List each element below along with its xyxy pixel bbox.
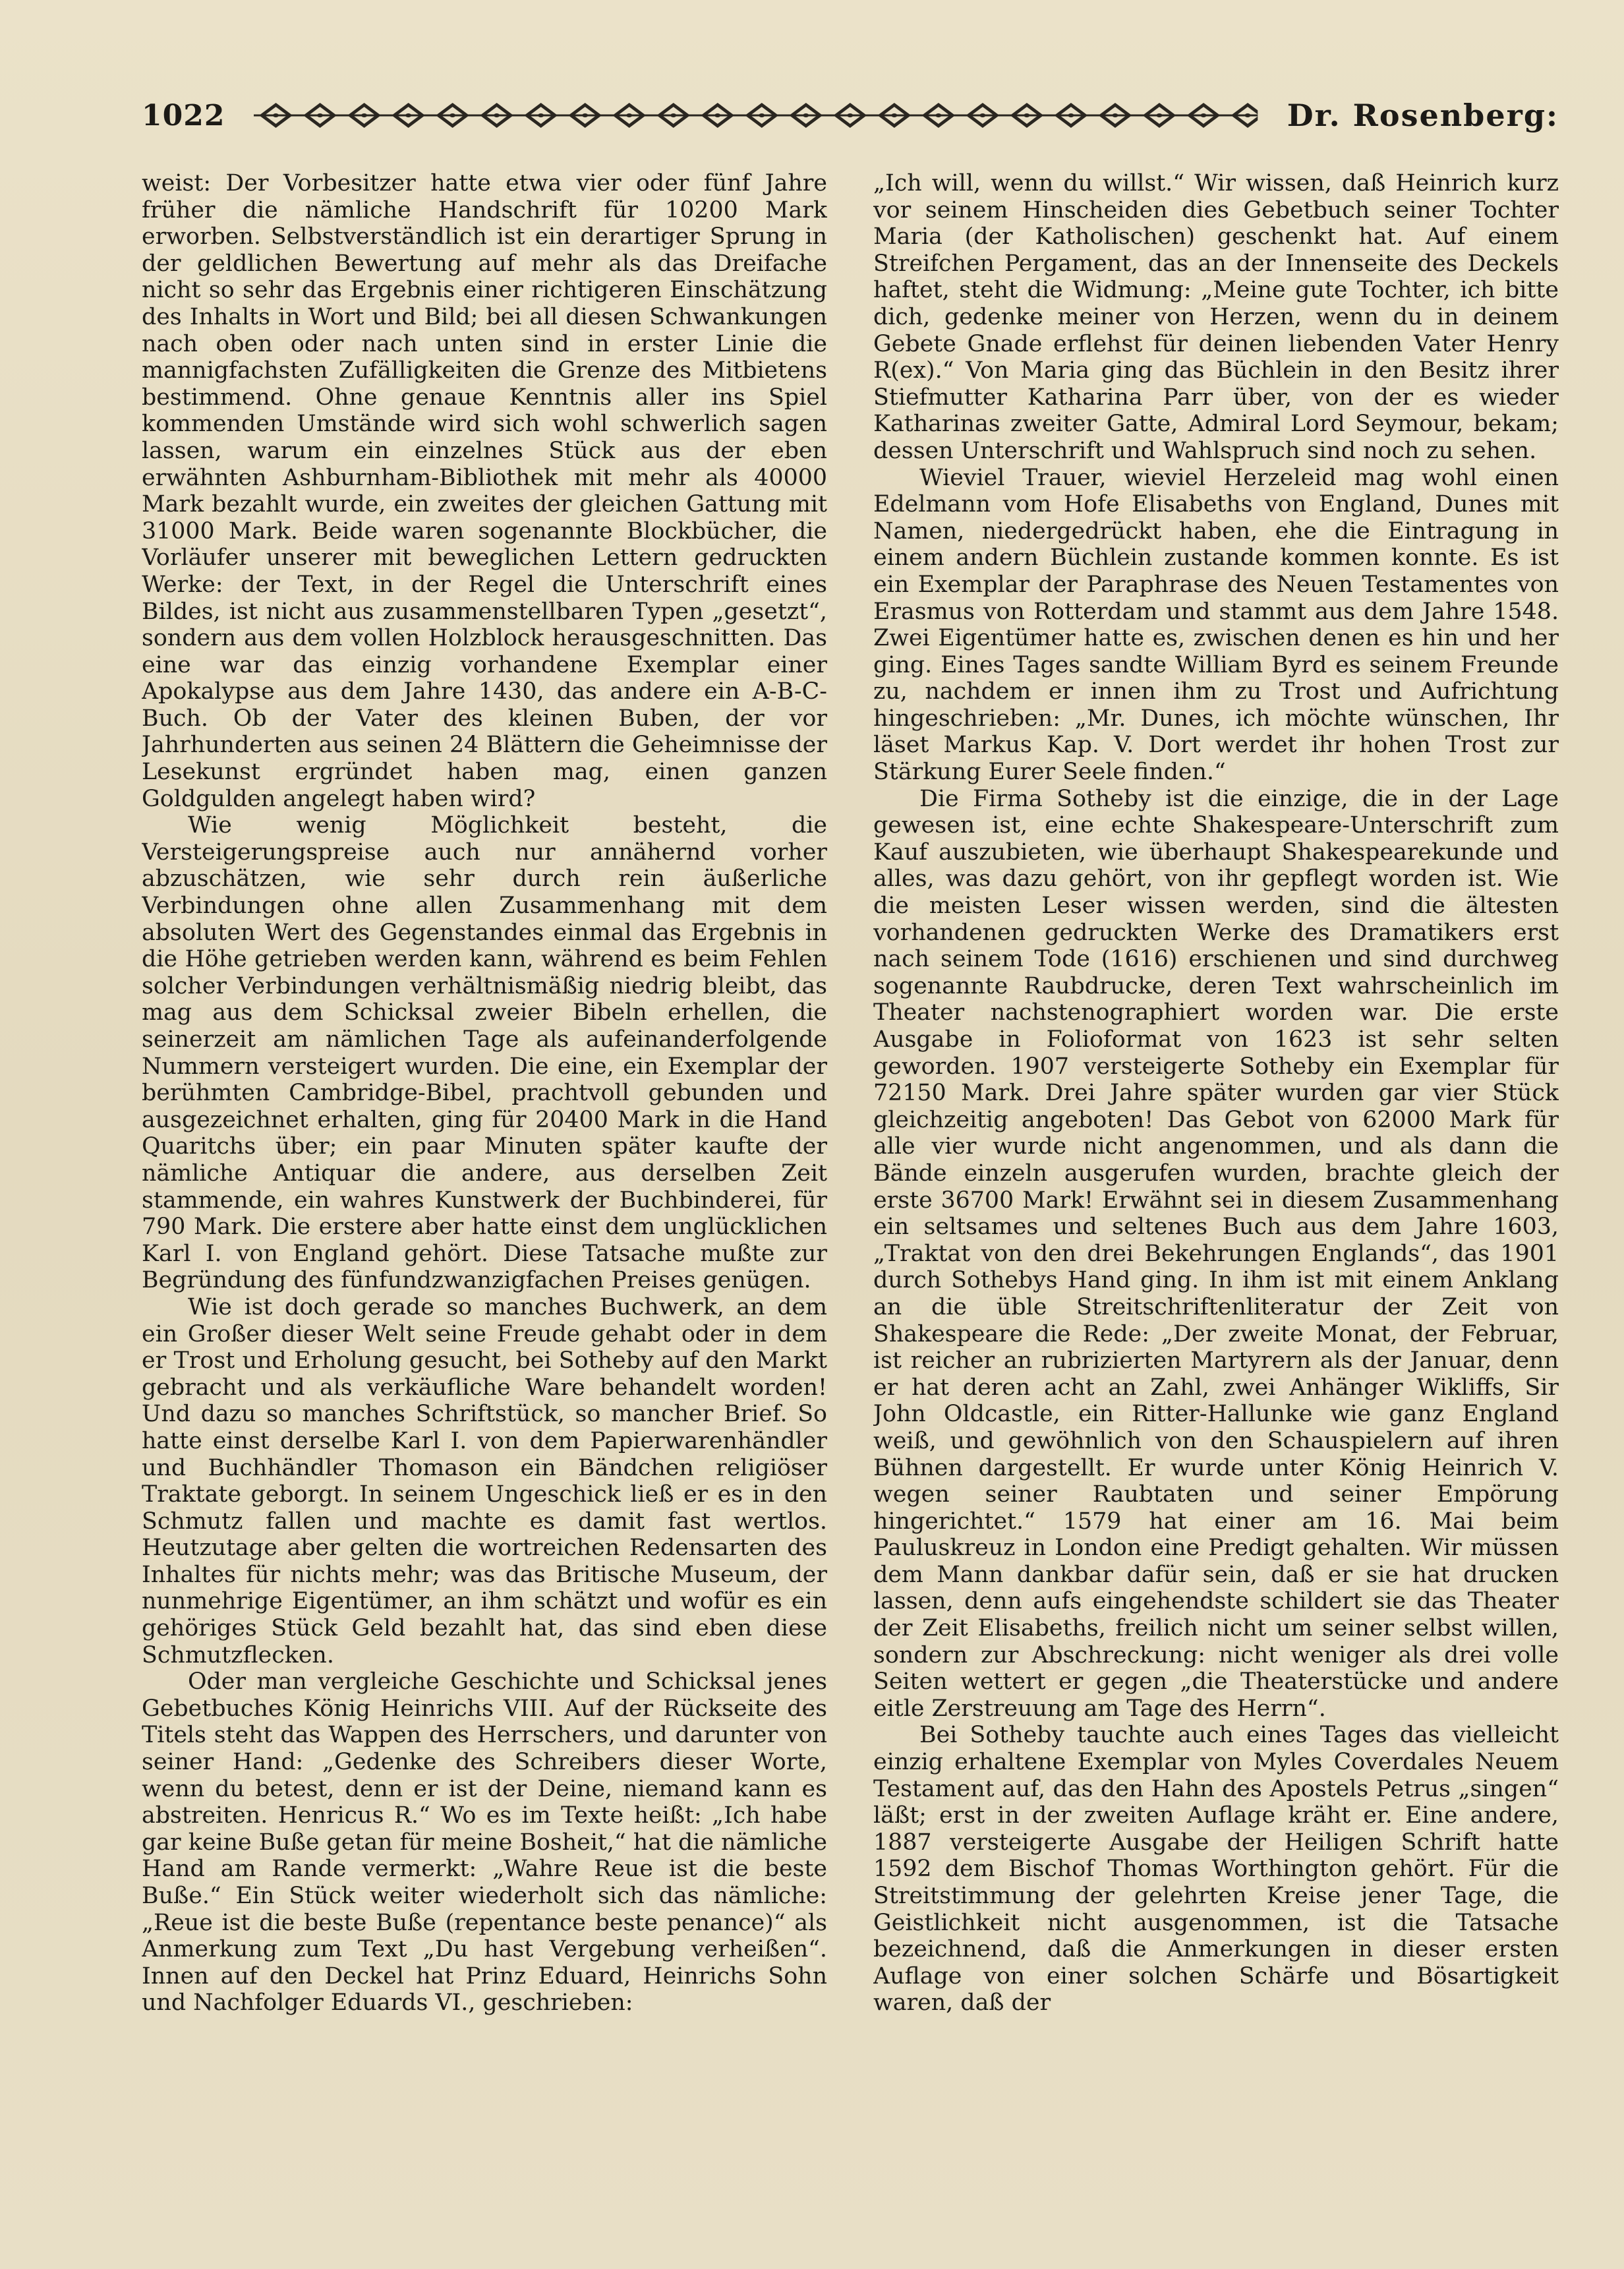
left-column <box>142 170 827 2207</box>
paragraph: weist: Der Vorbesitzer hatte etwa vier oder fünf Jahre früher die nämliche Handschrift für 10200 Mark erworben. Selbstverständlich ist ein derartiger Sprung in der geldlichen Bewertung auf mehr als das Dreifache nicht so sehr das Ergebnis einer richtigeren Einschätzung des Inhalts in Wort und Bild; bei all diesen Schwankungen nach oben oder nach unten sind in erster Linie die mannigfachsten Zufälligkeiten die Grenze des Mitbietens bestimmend. Ohne genaue Kenntnis aller ins Spiel kommenden Umstände wird sich wohl schwerlich sagen lassen, warum ein einzelnes Stück aus der eben erwähnten Ashburnham-Bibliothek mit mehr als 40000 Mark bezahlt wurde, ein zweites der gleichen Gattung mit 31000 Mark. Beide waren sogenannte Blockbücher, die Vorläufer unserer mit beweglichen Lettern gedruckten Werke: der Text, in der Regel die Unterschrift eines Bildes, ist nicht aus zusammenstellbaren Typen „gesetzt“, sondern aus dem vollen Holzblock herausgeschnitten. Das eine war das einzig vorhandene Exemplar einer Apokalypse aus dem Jahre 1430, das andere ein A-B-C-Buch. Ob der Vater des kleinen Buben, der vor Jahrhunderten aus seinen 24 Blättern die Geheimnisse der Lesekunst ergründet haben mag, einen ganzen Goldgulden angelegt haben wird? <box>142 170 827 812</box>
ornamental-rule <box>254 101 1258 130</box>
text-columns <box>142 170 1559 2207</box>
paragraph: Oder man vergleiche Geschichte und Schicksal jenes Gebetbuches König Heinrichs VIII. Auf der Rückseite des Titels steht das Wappen des Herrschers, und darunter von seiner Hand: „Gedenke des Schreibers dieser Worte, wenn du betest, denn er ist der Deine, niemand kann es abstreiten. Henricus R.“ Wo es im Texte heißt: „Ich habe gar keine Buße getan für meine Bosheit,“ hat die nämliche Hand am Rande vermerkt: „Wahre Reue ist die beste Buße.“ Ein Stück weiter wiederholt sich das nämliche: „Reue ist die beste Buße (repentance beste penance)“ als Anmerkung zum Text „Du hast Vergebung verheißen“. Innen auf den Deckel hat Prinz Eduard, Heinrichs Sohn und Nachfolger Eduards VI., geschrieben: <box>142 1668 827 2017</box>
paragraph: Die Firma Sotheby ist die einzige, die in der Lage gewesen ist, eine echte Shakespeare-Unterschrift zum Kauf auszubieten, wie überhaupt Shakespearekunde und alles, was dazu gehört, von ihr gepflegt worden ist. Wie die meisten Leser wissen werden, sind die ältesten vorhandenen gedruckten Werke des Dramatikers erst nach seinem Tode (1616) erschienen und sind durchweg sogenannte Raubdrucke, deren Text wahrscheinlich im Theater nachstenographiert worden war. Die erste Ausgabe in Folioformat von 1623 ist sehr selten geworden. 1907 versteigerte Sotheby ein Exemplar für 72150 Mark. Drei Jahre später wurden gar vier Stück gleichzeitig angeboten! Das Gebot von 62000 Mark für alle vier wurde nicht angenommen, und als dann die Bände einzeln ausgerufen wurden, brachte gleich der erste 36700 Mark! Erwähnt sei in diesem Zusammenhang ein seltsames und seltenes Buch aus dem Jahre 1603, „Traktat von den drei Bekehrungen Englands“, das 1901 durch Sothebys Hand ging. In ihm ist mit einem Anklang an die üble Streitschriftenliteratur der Zeit von Shakespeare die Rede: „Der zweite Monat, der Februar, ist reicher an rubrizierten Martyrern als der Januar, denn er hat deren acht an Zahl, zwei Anhänger Wikliffs, Sir John Oldcastle, ein Ritter-Hallunke wie ganz England weiß, und gewöhnlich von den Schauspielern auf ihren Bühnen dargestellt. Er wurde unter König Heinrich V. wegen seiner Raubtaten und seiner Empörung hingerichtet.“ 1579 hat einer am 16. Mai beim Pauluskreuz in London eine Predigt gehalten. Wir müssen dem Mann dankbar dafür sein, daß er sie hat drucken lassen, denn aufs eingehendste schildert sie das Theater der Zeit Elisabeths, freilich nicht um seiner selbst willen, sondern zur Abschreckung: nicht weniger als drei volle Seiten wettert er gegen „die Theaterstücke und andere eitle Zerstreuung am Tage des Herrn“. <box>873 785 1559 1722</box>
page-header <box>142 92 1559 138</box>
paragraph: Wie wenig Möglichkeit besteht, die Versteigerungspreise auch nur annähernd vorher abzuschätzen, wie sehr durch rein äußerliche Verbindungen ohne allen Zusammenhang mit dem absoluten Wert des Gegenstandes einmal das Ergebnis in die Höhe getrieben werden kann, während es beim Fehlen solcher Verbindungen verhältnismäßig niedrig bleibt, das mag aus dem Schicksal zweier Bibeln erhellen, die seinerzeit am nämlichen Tage als aufeinanderfolgende Nummern versteigert wurden. Die eine, ein Exemplar der berühmten Cambridge-Bibel, prachtvoll gebunden und ausgezeichnet erhalten, ging für 20400 Mark in die Hand Quaritchs über; ein paar Minuten später kaufte der nämliche Antiquar die andere, aus derselben Zeit stammende, ein wahres Kunstwerk der Buchbinderei, für 790 Mark. Die erstere aber hatte einst dem unglücklichen Karl I. von England gehört. Diese Tatsache mußte zur Begründung des fünfundzwanzigfachen Preises genügen. <box>142 812 827 1294</box>
right-column <box>873 170 1559 2207</box>
paragraph: Wieviel Trauer, wieviel Herzeleid mag wohl einen Edelmann vom Hofe Elisabeths von England, Dunes mit Namen, niedergedrückt haben, ehe die Eintragung in einem andern Büchlein zustande kommen konnte. Es ist ein Exemplar der Paraphrase des Neuen Testamentes von Erasmus von Rotterdam und stammt aus dem Jahre 1548. Zwei Eigentümer hatte es, zwischen denen es hin und her ging. Eines Tages sandte William Byrd es seinem Freunde zu, nachdem er innen ihm zu Trost und Aufrichtung hingeschrieben: „Mr. Dunes, ich möchte wünschen, Ihr läset Markus Kap. V. Dort werdet ihr hohen Trost zur Stärkung Eurer Seele finden.“ <box>873 464 1559 786</box>
paragraph: Wie ist doch gerade so manches Buchwerk, an dem ein Großer dieser Welt seine Freude gehabt oder in dem er Trost und Erholung gesucht, bei Sotheby auf den Markt gebracht und als verkäufliche Ware behandelt worden! Und dazu so manches Schriftstück, so mancher Brief. So hatte einst derselbe Karl I. von dem Papierwarenhändler und Buchhändler Thomason ein Bändchen religiöser Traktate geborgt. In seinem Ungeschick ließ er es in den Schmutz fallen und machte es damit fast wertlos. Heutzutage aber gelten die wortreichen Redensarten des Inhaltes für nichts mehr; was das Britische Museum, der nunmehrige Eigentümer, an ihm schätzt und wofür es ein gehöriges Stück Geld bezahlt hat, das sind eben diese Schmutzflecken. <box>142 1293 827 1668</box>
page-number: 1022 <box>142 98 225 133</box>
running-head: Dr. Rosenberg: <box>1287 98 1559 133</box>
paragraph: Bei Sotheby tauchte auch eines Tages das vielleicht einzig erhaltene Exemplar von Myles Coverdales Neuem Testament auf, das den Hahn des Apostels Petrus „singen“ läßt; erst in der zweiten Auflage kräht er. Eine andere, 1887 versteigerte Ausgabe der Heiligen Schrift hatte 1592 dem Bischof Thomas Worthington gehört. Für die Streitstimmung der gelehrten Kreise jener Tage, die Geistlichkeit nicht ausgenommen, ist die Tatsache bezeichnend, daß die Anmerkungen in dieser ersten Auflage von einer solchen Schärfe und Bösartigkeit waren, daß der <box>873 1722 1559 2017</box>
paragraph: „Ich will, wenn du willst.“ Wir wissen, daß Heinrich kurz vor seinem Hinscheiden dies Gebetbuch seiner Tochter Maria (der Katholischen) geschenkt hat. Auf einem Streifchen Pergament, das an der Innenseite des Deckels haftet, steht die Widmung: „Meine gute Tochter, ich bitte dich, gedenke meiner von Herzen, wenn du in deinem Gebete Gnade erflehst für deinen liebenden Vater Henry R(ex).“ Von Maria ging das Büchlein in den Besitz ihrer Stiefmutter Katharina Parr über, von der es wieder Katharinas zweiter Gatte, Admiral Lord Seymour, bekam; dessen Unterschrift und Wahlspruch sind noch zu sehen. <box>873 170 1559 464</box>
ornament-pattern <box>254 101 1258 130</box>
